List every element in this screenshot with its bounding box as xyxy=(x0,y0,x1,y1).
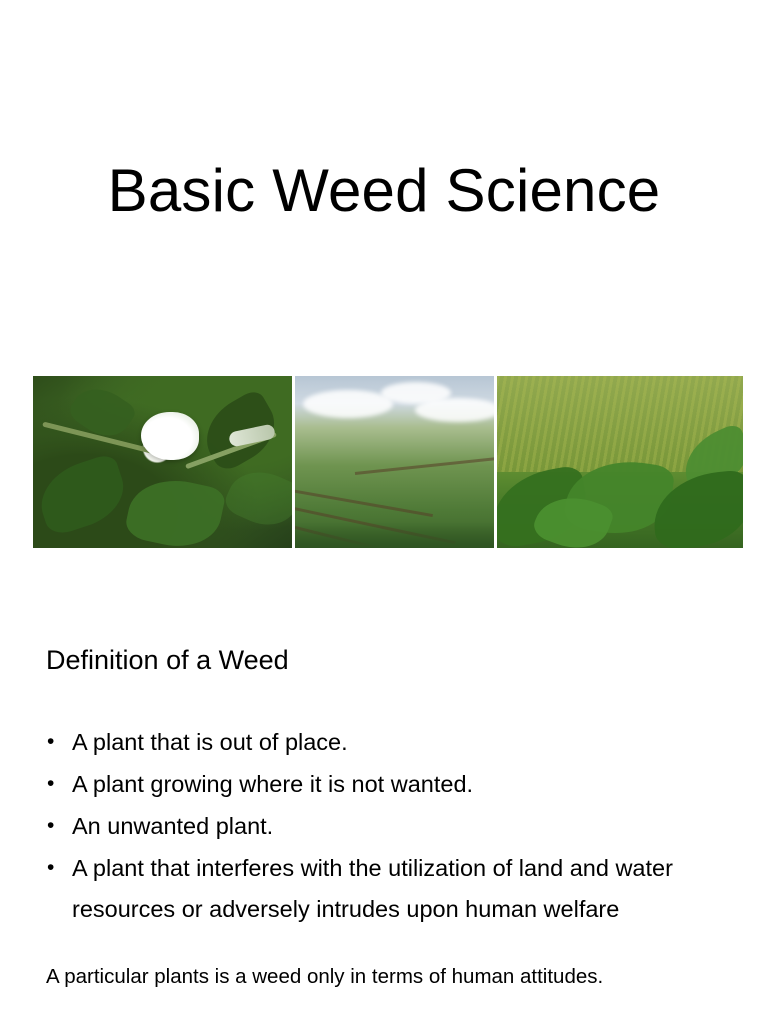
morning-glory-weed-photo xyxy=(33,376,292,548)
foreground-vegetation xyxy=(295,522,494,548)
cloud-shape xyxy=(303,390,393,418)
corn-field-weeds-photo xyxy=(497,376,743,548)
page-title: Basic Weed Science xyxy=(107,157,661,225)
list-item: • A plant that interferes with the utilization of land and water resources or adversely intrudes upon human welfare xyxy=(44,848,724,930)
leaf-shape xyxy=(221,460,292,535)
list-item: • A plant growing where it is not wanted. xyxy=(44,764,724,805)
list-item: • An unwanted plant. xyxy=(44,806,724,847)
image-strip xyxy=(33,376,743,548)
definition-bullet-list xyxy=(44,722,724,931)
leaf-shape xyxy=(123,471,227,548)
list-item: • A plant that is out of place. xyxy=(44,722,724,763)
section-heading: Definition of a Weed xyxy=(46,645,289,675)
white-flower-shape xyxy=(141,412,199,460)
weedy-crop-field-photo xyxy=(295,376,494,548)
cloud-shape xyxy=(415,398,494,422)
footnote-text: A particular plants is a weed only in terms of human attitudes. xyxy=(46,965,604,988)
leaf-shape xyxy=(33,452,132,538)
crop-row-line xyxy=(355,457,494,475)
